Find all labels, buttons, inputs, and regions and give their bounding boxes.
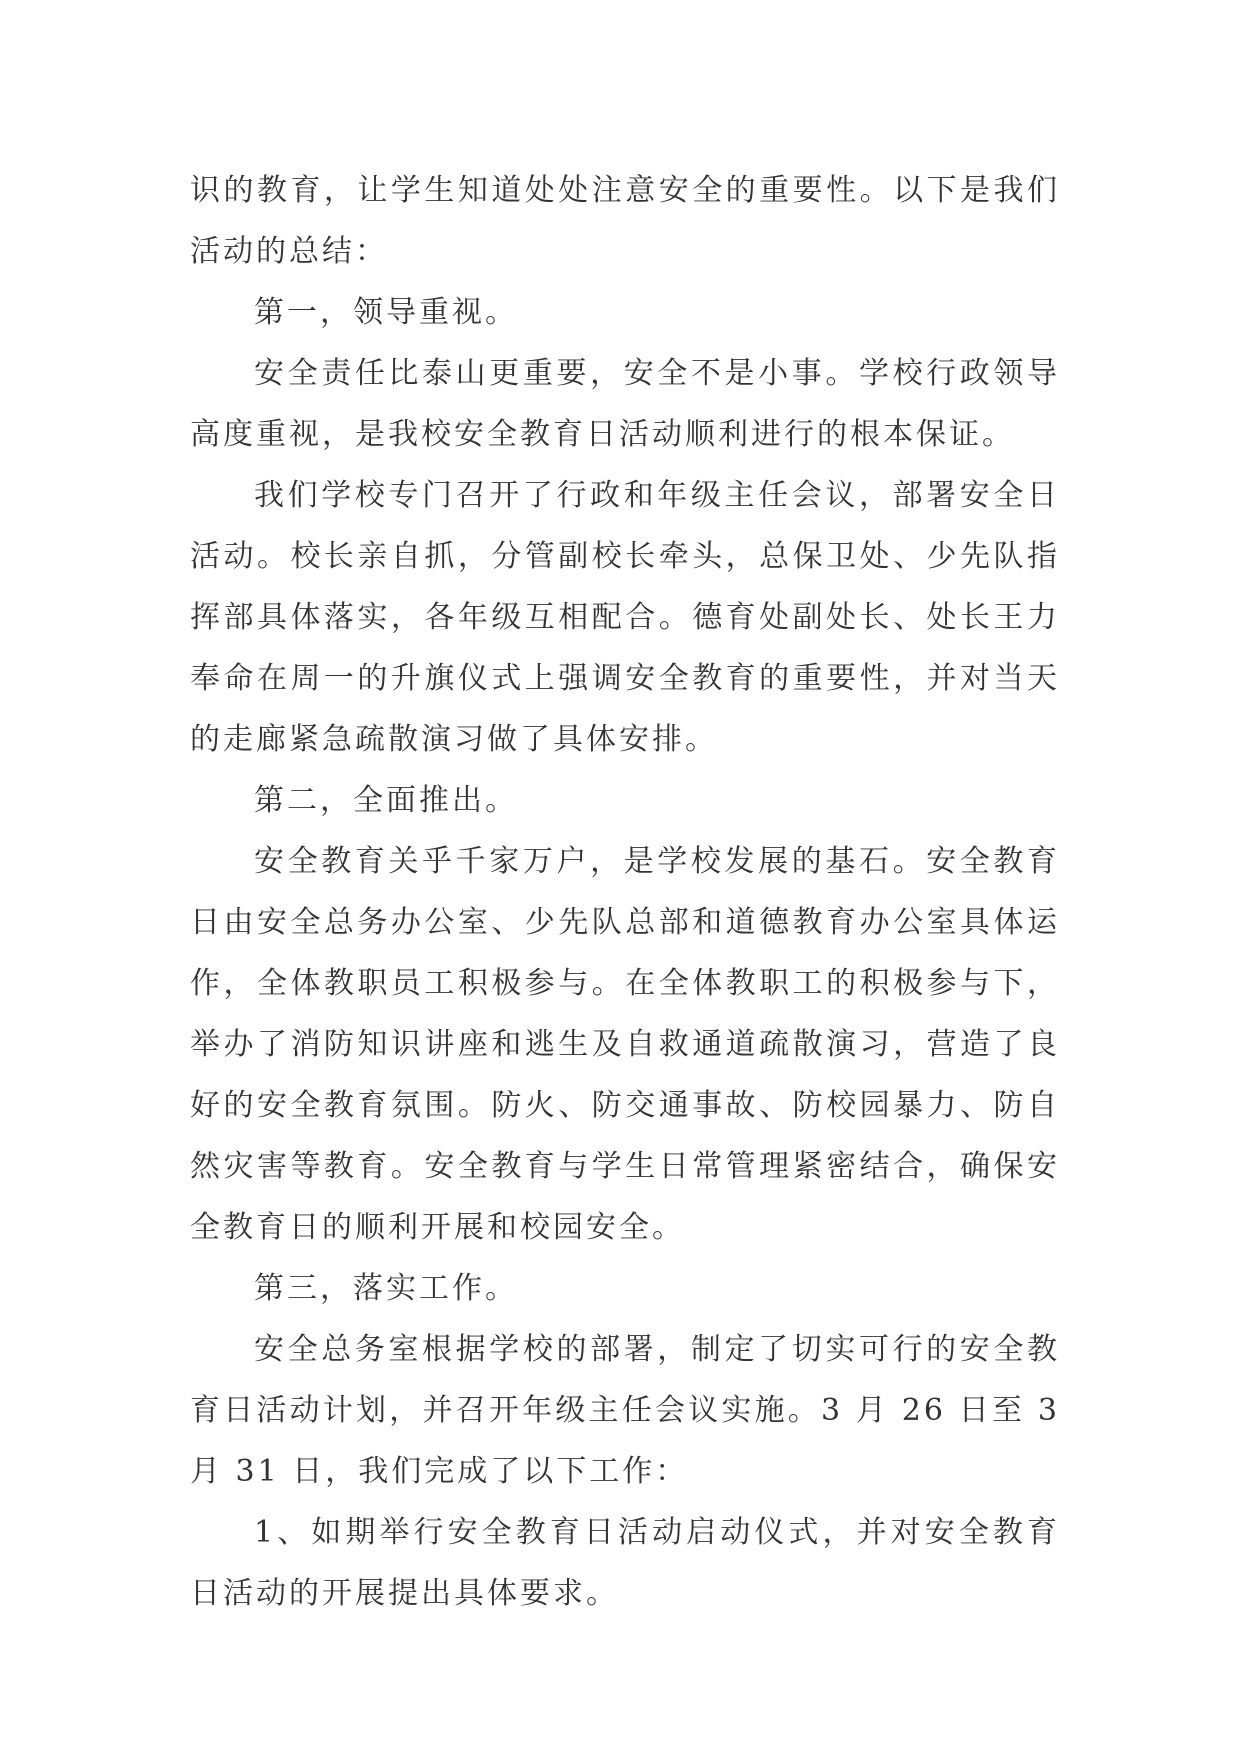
paragraph: 我们学校专门召开了行政和年级主任会议，部署安全日活动。校长亲自抓，分管副校长牵头，总保卫处、少先队指挥部具体落实，各年级互相配合。德育处副处长、处长王力奉命在周一的升旗仪式上强调安全教育的重要性，并对当天的走廊紧急疏散演习做了具体安排。 xyxy=(190,478,1060,757)
paragraph: 安全总务室根据学校的部署，制定了切实可行的安全教育日活动计划，并召开年级主任会议实施。3 月 26 日至 3 月 31 日，我们完成了以下工作： xyxy=(190,1332,1060,1489)
paragraph: 安全责任比泰山更重要，安全不是小事。学校行政领导高度重视，是我校安全教育日活动顺利进行的根本保证。 xyxy=(190,356,1060,452)
section-heading: 第三，落实工作。 xyxy=(254,1271,518,1306)
section-heading: 第二，全面推出。 xyxy=(254,783,518,818)
section-heading: 第一，领导重视。 xyxy=(254,295,518,330)
paragraph: 识的教育，让学生知道处处注意安全的重要性。以下是我们活动的总结： xyxy=(190,173,1060,269)
list-item: 1、如期举行安全教育日活动启动仪式，并对安全教育日活动的开展提出具体要求。 xyxy=(190,1515,1060,1611)
document-body xyxy=(190,160,1060,1624)
paragraph: 安全教育关乎千家万户，是学校发展的基石。安全教育日由安全总务办公室、少先队总部和道德教育办公室具体运作，全体教职员工积极参与。在全体教职工的积极参与下，举办了消防知识讲座和逃生及自救通道疏散演习，营造了良好的安全教育氛围。防火、防交通事故、防校园暴力、防自然灾害等教育。安全教育与学生日常管理紧密结合，确保安全教育日的顺利开展和校园安全。 xyxy=(190,844,1060,1245)
